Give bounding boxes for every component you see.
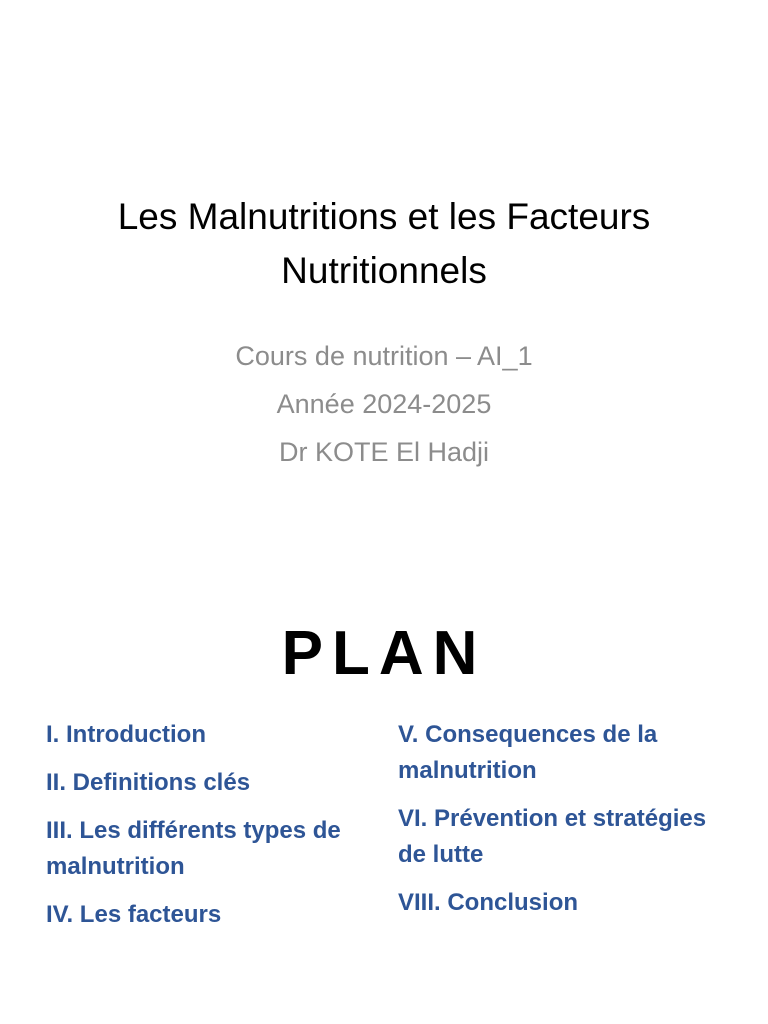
title-line-1: Les Malnutritions et les Facteurs [117,196,651,237]
title-line-2: Nutritionnels [281,250,487,291]
presentation-subtitle [40,332,728,476]
plan-item-consequences[interactable]: V. Consequences de la malnutrition [398,721,658,784]
plan-list-left [46,717,376,945]
plan-item-definitions[interactable]: II. Definitions clés [46,769,251,796]
plan-item-facteurs[interactable]: IV. Les facteurs [46,901,222,928]
presentation-title [40,190,728,298]
plan-heading: PLAN [281,619,487,688]
subtitle-year: Année 2024-2025 [276,389,492,419]
plan-item-prevention[interactable]: VI. Prévention et stratégies de lutte [398,805,707,868]
plan-item-conclusion[interactable]: VIII. Conclusion [398,889,579,916]
plan-item-introduction[interactable]: I. Introduction [46,721,206,748]
plan-slide [0,576,768,1024]
plan-item-types[interactable]: III. Les différents types de malnutrition [46,817,341,880]
plan-list-right [398,717,718,933]
subtitle-course: Cours de nutrition – AI_1 [235,341,533,371]
subtitle-author: Dr KOTE El Hadji [278,437,490,467]
